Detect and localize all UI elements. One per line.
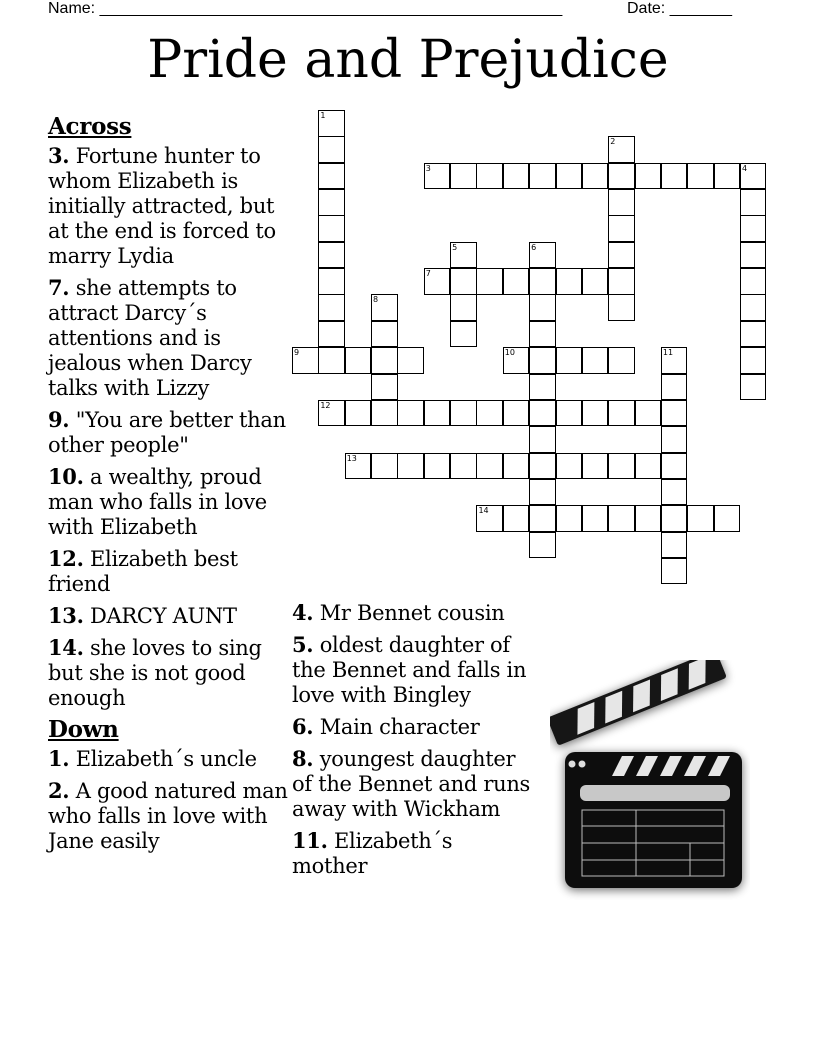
name-field-label: Name: ____________________________________________________ [48,0,563,17]
crossword-cell[interactable] [450,453,477,480]
crossword-cell[interactable] [582,453,609,480]
crossword-cell[interactable] [608,242,635,269]
crossword-cell[interactable] [424,163,451,190]
cell-number: 1 [320,111,326,120]
cell-number: 9 [294,348,300,358]
clues-column-middle [292,600,532,885]
crossword-cell[interactable] [635,163,662,190]
cell-number: 4 [741,163,748,173]
cell-number: 5 [452,242,458,252]
crossword-cell[interactable] [397,400,424,427]
crossword-cell[interactable] [608,347,635,374]
crossword-cell[interactable] [740,321,767,348]
crossword-cell[interactable] [661,479,688,506]
cell-number: 10 [504,348,515,358]
crossword-cell[interactable] [635,453,662,480]
crossword-cell[interactable] [318,268,345,295]
crossword-cell[interactable] [529,347,556,374]
crossword-cell[interactable] [318,321,345,348]
crossword-cell[interactable] [556,347,583,374]
crossword-cell[interactable] [582,268,609,295]
crossword-cell[interactable] [529,505,556,532]
crossword-cell[interactable] [503,163,530,190]
crossword-cell[interactable] [608,453,635,480]
clue-across-7: 7. she attempts to attract Darcy´s attentions and is jealous when Darcy talks with Lizzy [48,275,252,400]
crossword-cell[interactable] [556,453,583,480]
crossword-cell[interactable] [476,400,503,427]
crossword-cell[interactable] [714,163,741,190]
crossword-cell[interactable] [424,268,451,295]
crossword-cell[interactable] [371,400,398,427]
crossword-cell[interactable] [345,453,372,480]
film-clapperboard-icon [550,660,750,900]
crossword-cell[interactable] [608,163,635,190]
crossword-cell[interactable] [450,321,477,348]
cell-number: 6 [531,242,537,252]
crossword-cell[interactable] [740,242,767,269]
crossword-cell[interactable] [582,347,609,374]
crossword-cell[interactable] [318,189,345,216]
crossword-cell[interactable] [582,163,609,190]
crossword-cell[interactable] [318,400,345,427]
clue-down-2: 2. A good natured man who falls in love with Jane easily [48,778,288,853]
crossword-cell[interactable] [687,163,714,190]
crossword-cell[interactable] [661,505,688,532]
crossword-cell[interactable] [740,215,767,242]
crossword-cell[interactable] [661,558,688,585]
crossword-cell[interactable] [371,321,398,348]
crossword-cell[interactable] [318,163,345,190]
crossword-cell[interactable] [582,400,609,427]
cell-number: 13 [346,453,357,463]
across-heading: Across [48,113,132,140]
crossword-cell[interactable] [529,453,556,480]
crossword-cell[interactable] [635,505,662,532]
cell-number: 2 [610,137,616,147]
crossword-cell[interactable] [371,294,398,321]
crossword-cell[interactable] [345,347,372,374]
crossword-cell[interactable] [661,374,688,401]
crossword-cell[interactable] [424,400,451,427]
crossword-cell[interactable] [318,110,345,137]
crossword-cell[interactable] [608,136,635,163]
clue-down-1: 1. Elizabeth´s uncle [48,746,257,771]
crossword-cell[interactable] [503,400,530,427]
crossword-cell[interactable] [503,505,530,532]
crossword-cell[interactable] [318,347,345,374]
crossword-cell[interactable] [529,532,556,559]
crossword-cell[interactable] [740,189,767,216]
crossword-cell[interactable] [476,505,503,532]
crossword-cell[interactable] [556,268,583,295]
crossword-cell[interactable] [529,268,556,295]
crossword-cell[interactable] [687,505,714,532]
crossword-cell[interactable] [740,268,767,295]
crossword-cell[interactable] [371,347,398,374]
crossword-cell[interactable] [608,400,635,427]
crossword-cell[interactable] [608,189,635,216]
crossword-cell[interactable] [318,215,345,242]
crossword-cell[interactable] [450,400,477,427]
crossword-cell[interactable] [714,505,741,532]
cell-number: 8 [373,295,379,305]
date-field-label: Date: _______ [627,0,732,17]
crossword-cell[interactable] [476,453,503,480]
crossword-cell[interactable] [529,242,556,269]
crossword-cell[interactable] [556,400,583,427]
clue-across-10: 10. a wealthy, proud man who falls in love with Elizabeth [48,464,267,539]
clue-across-3: 3. Fortune hunter to whom Elizabeth is initially attracted, but at the end is forced to marry Lydia [48,143,276,268]
crossword-cell[interactable] [397,347,424,374]
clue-across-13: 13. DARCY AUNT [48,603,237,628]
clue-down-8: 8. youngest daughter of the Bennet and runs away with Wickham [292,746,531,821]
clue-across-9: 9. "You are better than other people" [48,407,286,457]
crossword-cell[interactable] [582,505,609,532]
clue-across-12: 12. Elizabeth best friend [48,546,238,596]
crossword-cell[interactable] [556,505,583,532]
crossword-cell[interactable] [529,374,556,401]
crossword-cell[interactable] [450,163,477,190]
crossword-cell[interactable] [476,268,503,295]
cell-number: 14 [478,506,489,516]
crossword-cell[interactable] [397,453,424,480]
crossword-cell[interactable] [529,479,556,506]
crossword-cell[interactable] [503,347,530,374]
crossword-cell[interactable] [476,163,503,190]
cell-number: 11 [662,348,674,358]
crossword-cell[interactable] [450,294,477,321]
crossword-cell[interactable] [608,215,635,242]
crossword-cell[interactable] [529,294,556,321]
crossword-cell[interactable] [661,426,688,453]
clue-down-5: 5. oldest daughter of the Bennet and falls in love with Bingley [292,632,527,707]
crossword-cell[interactable] [371,453,398,480]
crossword-cell[interactable] [450,268,477,295]
clues-column-left [48,114,288,860]
cell-number: 7 [425,269,431,279]
crossword-cell[interactable] [661,532,688,559]
cell-number: 12 [320,400,331,410]
crossword-cell[interactable] [608,505,635,532]
crossword-cell[interactable] [318,294,345,321]
crossword-cell[interactable] [608,268,635,295]
crossword-cell[interactable] [503,453,530,480]
crossword-cell[interactable] [635,400,662,427]
puzzle-title: Pride and Prejudice [147,30,669,90]
clue-down-11: 11. Elizabeth´s mother [292,828,453,878]
crossword-cell[interactable] [450,242,477,269]
crossword-cell[interactable] [318,242,345,269]
clue-down-6: 6. Main character [292,714,480,739]
crossword-cell[interactable] [661,163,688,190]
crossword-cell[interactable] [556,163,583,190]
crossword-cell[interactable] [740,294,767,321]
crossword-cell[interactable] [740,163,767,190]
crossword-cell[interactable] [318,136,345,163]
crossword-cell[interactable] [740,347,767,374]
cell-number: 3 [425,163,431,173]
down-heading: Down [48,716,119,743]
crossword-cell[interactable] [529,426,556,453]
crossword-cell[interactable] [424,453,451,480]
crossword-cell[interactable] [345,400,372,427]
crossword-cell[interactable] [661,453,688,480]
crossword-cell[interactable] [529,400,556,427]
crossword-cell[interactable] [503,268,530,295]
clue-across-14: 14. she loves to sing but she is not good enough [48,635,262,710]
crossword-cell[interactable] [740,374,767,401]
crossword-cell[interactable] [661,400,688,427]
crossword-cell[interactable] [292,347,319,374]
crossword-cell[interactable] [529,163,556,190]
clue-down-4: 4. Mr Bennet cousin [292,600,505,625]
crossword-cell[interactable] [661,347,688,374]
crossword-cell[interactable] [529,321,556,348]
crossword-cell[interactable] [608,294,635,321]
crossword-cell[interactable] [371,374,398,401]
